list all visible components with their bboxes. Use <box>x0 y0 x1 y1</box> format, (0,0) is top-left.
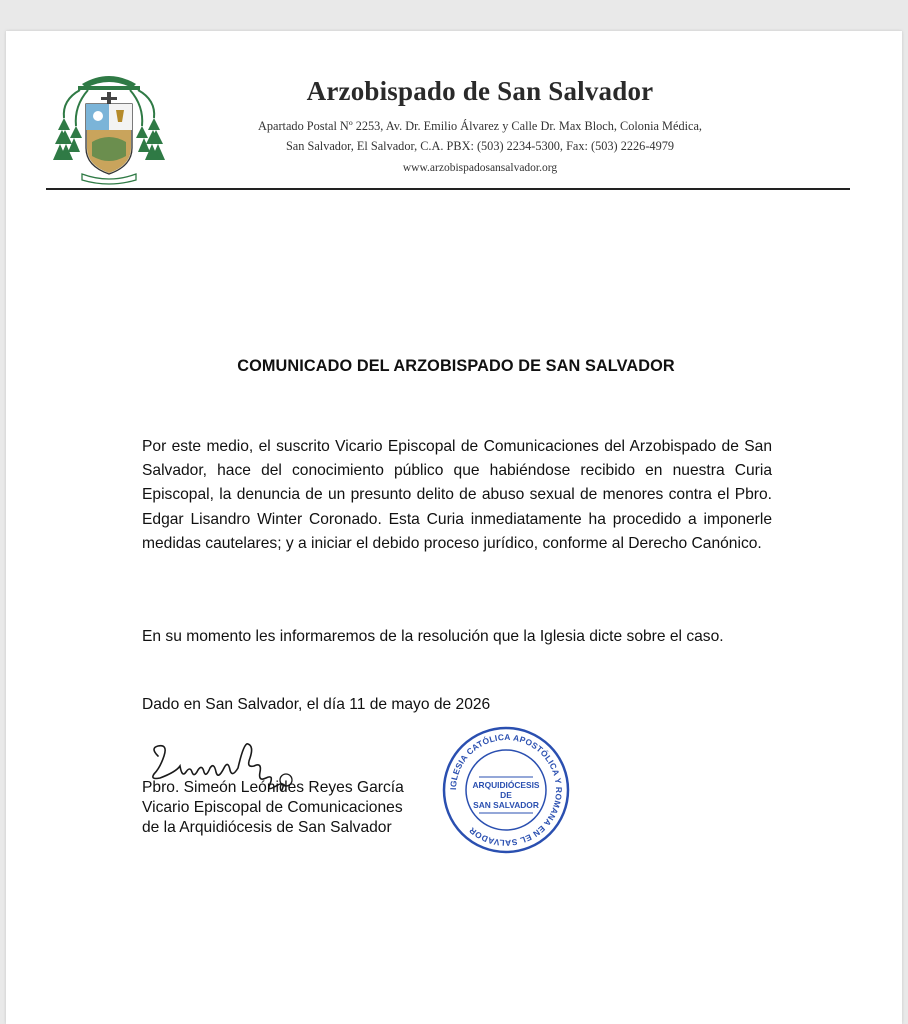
date-line: Dado en San Salvador, el día 11 de mayo de 2026 <box>142 696 491 713</box>
letterhead-title: Arzobispado de San Salvador <box>306 76 654 106</box>
letterhead-address-line1: Apartado Postal Nº 2253, Av. Dr. Emilio Álvarez y Calle Dr. Max Bloch, Colonia Médica, <box>257 119 703 133</box>
signature-block <box>142 778 404 838</box>
archdiocese-seal <box>441 725 571 855</box>
seal-outer-text: IGLESIA CATÓLICA APOSTÓLICA Y ROMANA EN EL SALVADOR <box>447 731 565 849</box>
letterhead-address-line2: San Salvador, El Salvador, C.A. PBX: (503) 2234-5300, Fax: (503) 2226-4979 <box>285 139 675 153</box>
seal-line1: ARQUIDIÓCESIS <box>472 780 540 790</box>
coat-of-arms-logo <box>52 70 166 186</box>
signer-institution: de la Arquidiócesis de San Salvador <box>142 819 392 836</box>
paragraph-2: En su momento les informaremos de la resolución que la Iglesia dicte sobre el caso. <box>142 628 724 645</box>
signer-role: Vicario Episcopal de Comunicaciones <box>142 799 403 816</box>
paragraph-1: Por este medio, el suscrito Vicario Episcopal de Comunicaciones del Arzobispado de San Salvador, hace del conocimiento público que habiéndose recibido en nuestra Curia Episcopal, la denuncia de un presunto delito de abuso sexual de menores contra el Pbro. Edgar Lisandro Winter Coronado. Esta Curia inmediatamente ha procedido a imponerle medidas cautelares; y a iniciar el debido proceso jurídico, conforme al Derecho Canónico. <box>142 438 772 552</box>
seal-line2: DE <box>500 790 512 800</box>
letterhead-website: www.arzobispadosansalvador.org <box>402 162 558 174</box>
letterhead-divider <box>46 188 850 190</box>
document-title: COMUNICADO DEL ARZOBISPADO DE SAN SALVADOR <box>237 357 675 375</box>
seal-line3: SAN SALVADOR <box>473 800 539 810</box>
signer-name: Pbro. Simeón Leónides Reyes García <box>142 779 404 796</box>
